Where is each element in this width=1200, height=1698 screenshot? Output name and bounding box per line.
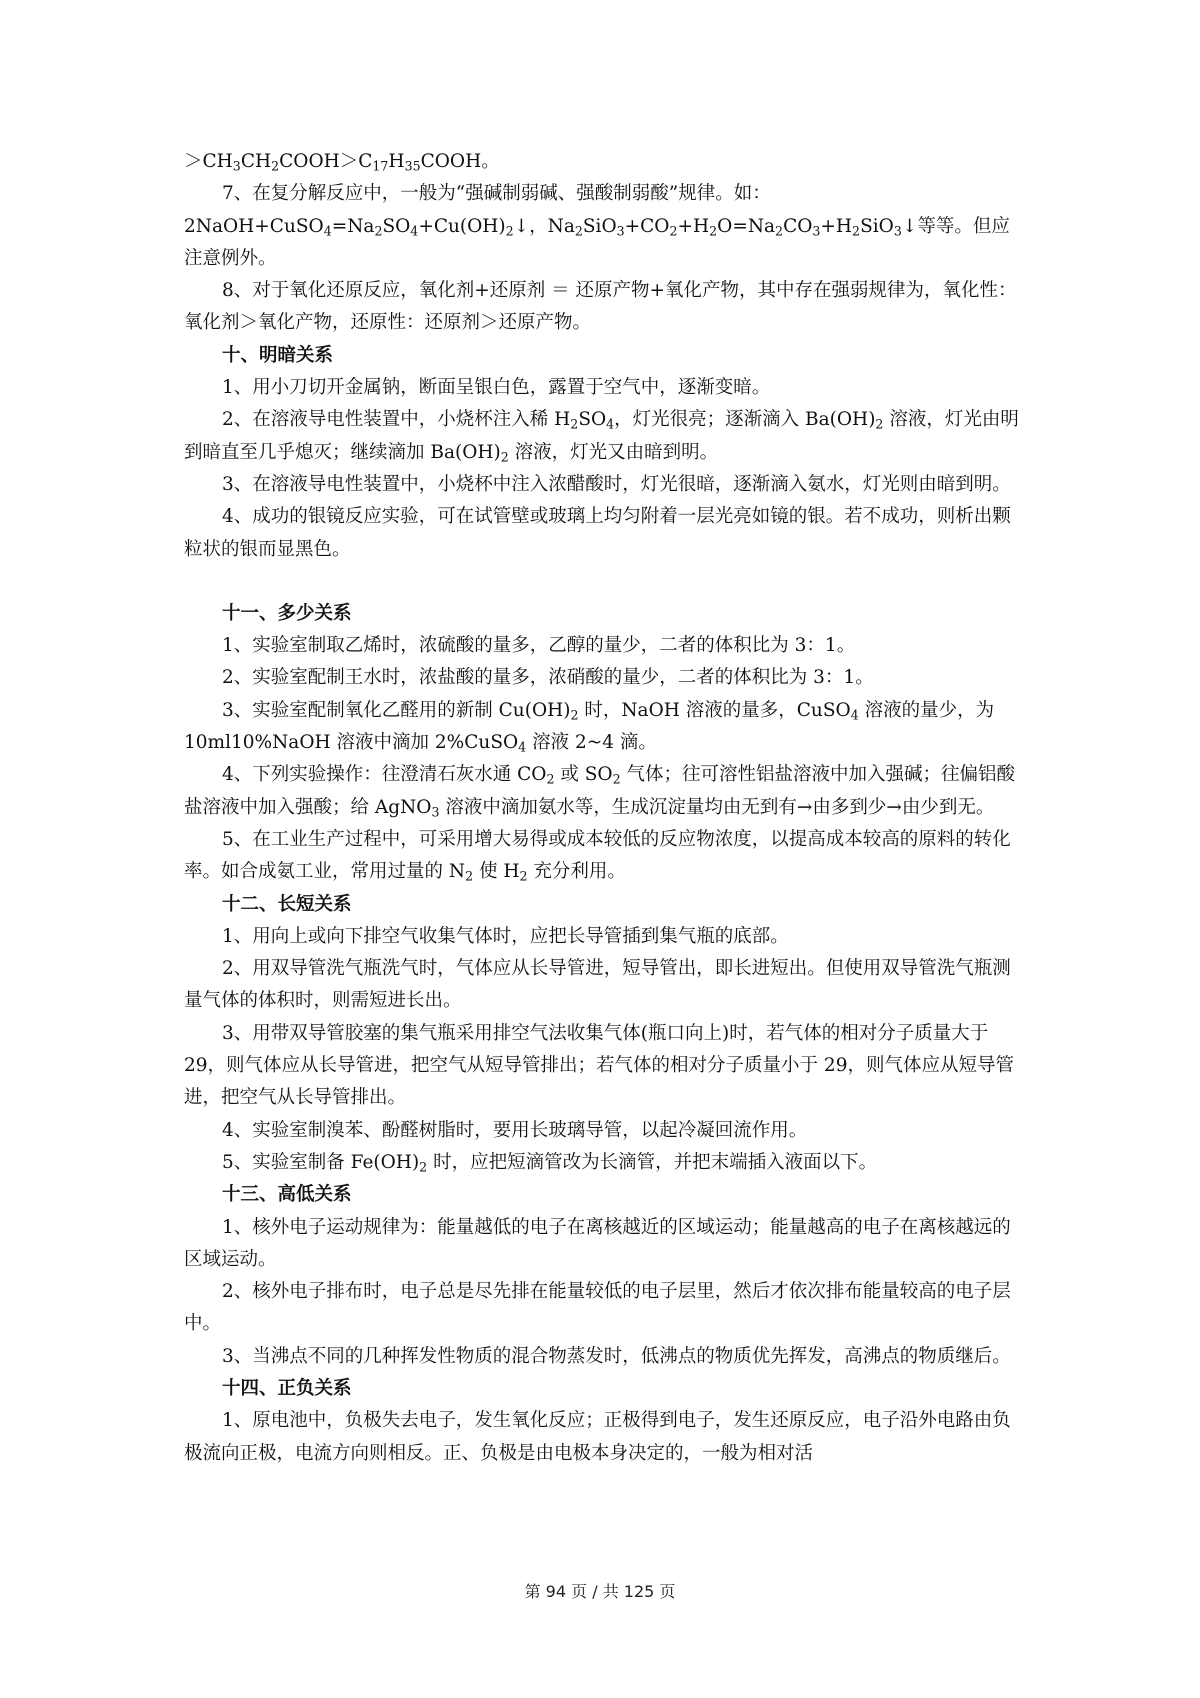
body-paragraph: 3、实验室配制氧化乙醛用的新制 $Cu(OH)_2$ 时，NaOH 溶液的量多，CuSO$_4$ 溶液的量少，为 10ml10%NaOH 溶液中滴加 2%CuSO$_4$ 溶液 2~4 滴。 (184, 699, 995, 755)
body-paragraph: 3、用带双导管胶塞的集气瓶采用排空气法收集气体(瓶口向上)时，若气体的相对分子质量大于 29，则气体应从长导管进，把空气从短导管排出；若气体的相对分子质量小于 29，则气体应从短导管进，把空气从长导管排出。 (184, 1022, 1014, 1109)
section-heading: 十四、正负关系 (222, 1377, 352, 1399)
body-paragraph: 1、实验室制取乙烯时，浓硫酸的量多，乙醇的量少，二者的体积比为 3：1。 (222, 635, 856, 657)
body-paragraph: 8、对于氧化还原反应，氧化剂+还原剂 ＝ 还原产物+氧化产物，其中存在强弱规律为，氧化性：氧化剂＞氧化产物，还原性：还原剂＞还原产物。 (184, 280, 1017, 334)
section-heading: 十、明暗关系 (222, 344, 334, 366)
page-body (184, 146, 1020, 1470)
section-heading: 十一、多少关系 (222, 602, 352, 624)
body-paragraph: 2、在溶液导电性装置中，小烧杯注入稀 $H_2SO_4$，灯光很亮；逐渐滴入 $Ba(OH)_2$ 溶液，灯光由明到暗直至几乎熄灭；继续滴加 $Ba(OH)_2$ 溶液，灯光又由暗到明。 (184, 409, 1019, 465)
body-paragraph: 1、原电池中，负极失去电子，发生氧化反应；正极得到电子，发生还原反应，电子沿外电路由负极流向正极，电流方向则相反。正、负极是由电极本身决定的，一般为相对活 (184, 1410, 1011, 1464)
body-paragraph: 4、下列实验操作：往澄清石灰水通 $CO_2$ 或 $SO_2$ 气体；往可溶性铝盐溶液中加入强碱；往偏铝酸盐溶液中加入强酸；给 AgNO$_3$ 溶液中滴加氨水等，生成沉淀量均由无到有→由多到少→由少到无。 (184, 764, 1016, 820)
paragraph-spacer (184, 566, 1020, 598)
section-heading: 十三、高低关系 (222, 1184, 352, 1206)
body-paragraph: 3、在溶液导电性装置中，小烧杯中注入浓醋酸时，灯光很暗，逐渐滴入氨水，灯光则由暗到明。 (222, 473, 1011, 495)
body-paragraph: 1、用向上或向下排空气收集气体时，应把长导管插到集气瓶的底部。 (222, 925, 789, 947)
body-paragraph: 2、核外电子排布时，电子总是尽先排在能量较低的电子层里，然后才依次排布能量较高的电子层中。 (184, 1281, 1011, 1335)
body-paragraph: 7、在复分解反应中，一般为“强碱制弱碱、强酸制弱酸”规律。如：$2NaOH+CuSO_4=Na_2SO_4+Cu(OH)_2↓$，$Na_2SiO_3+CO_2+H_2O=Na_2CO_3+H_2SiO_3↓$等等。但应注意例外。 (184, 183, 1010, 269)
body-paragraph: 1、核外电子运动规律为：能量越低的电子在离核越近的区域运动；能量越高的电子在离核越远的区域运动。 (184, 1216, 1011, 1270)
section-heading: 十二、长短关系 (222, 893, 352, 915)
body-paragraph: 4、成功的银镜反应实验，可在试管壁或玻璃上均匀附着一层光亮如镜的银。若不成功，则析出颗粒状的银而显黑色。 (184, 506, 1011, 560)
body-paragraph: 5、实验室制备 $Fe(OH)_2$ 时，应把短滴管改为长滴管，并把末端插入液面以下。 (222, 1151, 878, 1175)
body-paragraph: 1、用小刀切开金属钠，断面呈银白色，露置于空气中，逐渐变暗。 (222, 377, 771, 399)
body-paragraph: 2、用双导管洗气瓶洗气时，气体应从长导管进，短导管出，即长进短出。但使用双导管洗气瓶测量气体的体积时，则需短进长出。 (184, 958, 1011, 1012)
body-paragraph: $>CH_3CH_2COOH>C_{17}H_{35}COOH$。 (184, 151, 500, 174)
body-paragraph: 5、在工业生产过程中，可采用增大易得或成本较低的反应物浓度，以提高成本较高的原料的转化率。如合成氨工业，常用过量的 $N_2$ 使 $H_2$ 充分利用。 (184, 828, 1011, 884)
body-paragraph: 2、实验室配制王水时，浓盐酸的量多，浓硝酸的量少，二者的体积比为 3：1。 (222, 667, 874, 689)
body-paragraph: 4、实验室制溴苯、酚醛树脂时，要用长玻璃导管，以起冷凝回流作用。 (222, 1119, 808, 1141)
body-paragraph: 3、当沸点不同的几种挥发性物质的混合物蒸发时，低沸点的物质优先挥发，高沸点的物质继后。 (222, 1345, 1011, 1367)
page-number-footer: 第 94 页 / 共 125 页 (524, 1582, 676, 1601)
